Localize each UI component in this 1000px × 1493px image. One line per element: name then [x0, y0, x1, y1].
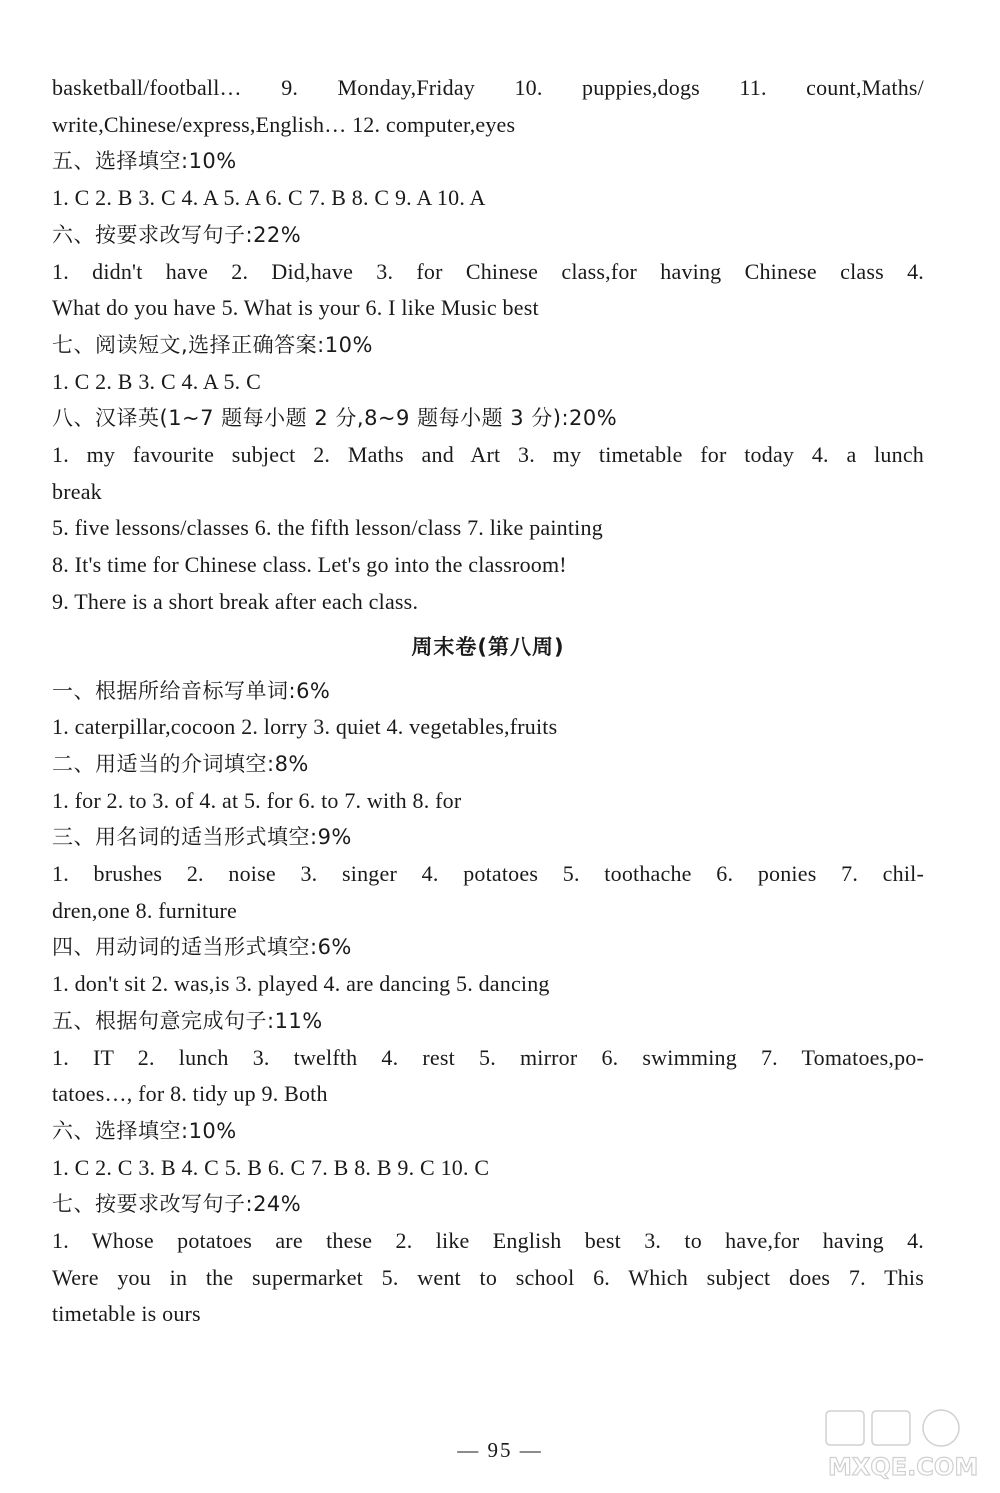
page-number: — 95 —: [457, 1438, 543, 1462]
answer-line: 8. It's time for Chinese class. Let's go into the classroom!: [52, 552, 567, 578]
answer-line: 1. C 2. B 3. C 4. A 5. C: [52, 368, 261, 394]
answer-line: timetable is ours: [52, 1301, 201, 1327]
answer-line: 5. five lessons/classes 6. the fifth lesson/class 7. like painting: [52, 515, 603, 541]
section-heading: 三、用名词的适当形式填空:9%: [52, 825, 352, 850]
answer-line: Were you in the supermarket 5. went to school 6. Which subject does 7. This: [52, 1264, 924, 1290]
watermark-text: MXQE.COM: [828, 1453, 979, 1481]
answer-line: 1. caterpillar,cocoon 2. lorry 3. quiet 4. vegetables,fruits: [52, 714, 558, 740]
answer-line: write,Chinese/express,English… 12. computer,eyes: [52, 111, 516, 137]
section-heading: 六、按要求改写句子:22%: [52, 222, 302, 247]
section-heading: 二、用适当的介词填空:8%: [52, 751, 309, 776]
watermark: [806, 1407, 986, 1487]
answer-line: tatoes…, for 8. tidy up 9. Both: [52, 1081, 328, 1107]
answer-line: break: [52, 478, 102, 504]
section-heading: 五、选择填空:10%: [52, 149, 237, 174]
watermark-logo-icon: [806, 1407, 986, 1487]
section-title: 周末卷(第八周): [411, 634, 565, 659]
answer-line: 1. for 2. to 3. of 4. at 5. for 6. to 7. with 8. for: [52, 787, 462, 813]
section-heading: 七、阅读短文,选择正确答案:10%: [52, 332, 373, 357]
answer-line: dren,one 8. furniture: [52, 897, 238, 923]
answer-line: 1. brushes 2. noise 3. singer 4. potatoes 5. toothache 6. ponies 7. chil-: [52, 861, 924, 887]
answer-page: [52, 70, 924, 1333]
answer-line: What do you have 5. What is your 6. I like Music best: [52, 295, 539, 321]
section-heading: 一、根据所给音标写单词:6%: [52, 678, 331, 703]
answer-line: 1. Whose potatoes are these 2. like English best 3. to have,for having 4.: [52, 1228, 924, 1254]
section-heading: 六、选择填空:10%: [52, 1118, 237, 1143]
section-heading: 八、汉译英(1~7 题每小题 2 分,8~9 题每小题 3 分):20%: [52, 406, 618, 431]
answer-line: basketball/football… 9. Monday,Friday 10. puppies,dogs 11. count,Maths/: [52, 75, 924, 100]
section-heading: 四、用动词的适当形式填空:6%: [52, 935, 352, 960]
answer-line: 1. don't sit 2. was,is 3. played 4. are dancing 5. dancing: [52, 971, 550, 997]
section-heading: 七、按要求改写句子:24%: [52, 1192, 302, 1217]
answer-line: 1. my favourite subject 2. Maths and Art 3. my timetable for today 4. a lunch: [52, 442, 924, 467]
answer-line: 1. IT 2. lunch 3. twelfth 4. rest 5. mirror 6. swimming 7. Tomatoes,po-: [52, 1044, 924, 1070]
section-heading: 五、根据句意完成句子:11%: [52, 1008, 323, 1033]
answer-line: 1. didn't have 2. Did,have 3. for Chinese class,for having Chinese class 4.: [52, 258, 924, 284]
answer-line: 1. C 2. C 3. B 4. C 5. B 6. C 7. B 8. B 9. C 10. C: [52, 1154, 490, 1180]
answer-line: 1. C 2. B 3. C 4. A 5. A 6. C 7. B 8. C 9. A 10. A: [52, 185, 486, 211]
answer-line: 9. There is a short break after each class.: [52, 588, 419, 614]
